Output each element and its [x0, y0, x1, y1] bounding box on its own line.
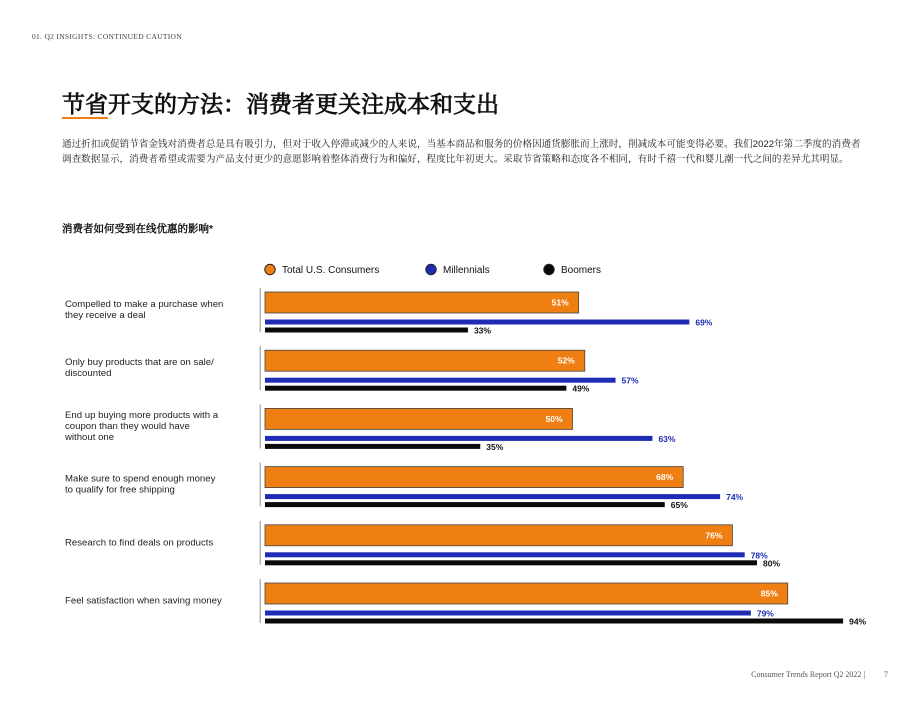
bar-total-u-s-consumers [265, 408, 573, 429]
category-label: Make sure to spend enough money [65, 473, 216, 485]
bar-total-u-s-consumers [265, 292, 579, 313]
data-label-boomers: 94% [849, 616, 867, 627]
title-underline [62, 117, 108, 119]
bar-chart [0, 250, 920, 640]
legend-swatch-boomers [544, 264, 554, 274]
data-label-millennials: 57% [621, 375, 639, 386]
intro-paragraph: 通过折扣或促销节省金钱对消费者总是具有吸引力，但对于收入停滞或减少的人来说，当基本商品和服务的价格因通货膨胀而上涨时，削减成本可能变得必要。我们2022年第二季度的消费者调查数据显示，消费者希望或需要为产品支付更少的意愿影响着整体消费行为和偏好，程度比年初更大。采取节省策略和态度各不相同，有时千禧一代和婴儿潮一代之间的差异尤其明显。 [62, 139, 861, 165]
bar-boomers [265, 328, 468, 333]
bar-boomers [265, 560, 757, 565]
bar-total-u-s-consumers [265, 350, 585, 371]
category-separator [260, 346, 262, 390]
bar-boomers [265, 502, 665, 507]
category-label: Only buy products that are on sale/ [65, 357, 214, 369]
bar-total-u-s-consumers [265, 583, 788, 604]
bar-millennials [265, 611, 751, 616]
data-label-total-u-s-consumers: 76% [705, 530, 723, 541]
legend-label-millennials: Millennials [443, 265, 490, 276]
category-separator [260, 288, 262, 332]
bar-millennials [265, 436, 652, 441]
data-label-millennials: 69% [695, 317, 713, 328]
page-title: 节省开支的方法：消费者更关注成本和支出 [62, 91, 499, 117]
bar-boomers [265, 444, 480, 449]
bar-total-u-s-consumers [265, 525, 732, 546]
category-separator [260, 521, 262, 565]
legend-label-total-u-s-consumers: Total U.S. Consumers [282, 265, 380, 276]
data-label-total-u-s-consumers: 68% [656, 472, 674, 483]
data-label-total-u-s-consumers: 50% [545, 413, 563, 424]
category-label: Compelled to make a purchase when [65, 299, 224, 310]
data-label-total-u-s-consumers: 85% [760, 588, 778, 599]
data-label-boomers: 80% [763, 558, 781, 569]
bar-boomers [265, 619, 843, 624]
data-label-millennials: 78% [750, 550, 768, 561]
data-label-millennials: 74% [726, 492, 744, 503]
data-label-boomers: 65% [670, 500, 688, 511]
category-label: without one [65, 431, 115, 443]
bar-millennials [265, 320, 689, 325]
category-label: Research to find deals on products [65, 537, 214, 549]
category-label: discounted [65, 368, 112, 380]
data-label-millennials: 79% [756, 608, 774, 619]
category-separator [260, 404, 262, 448]
category-label: Feel satisfaction when saving money [65, 595, 222, 607]
section-label: 01. Q2 INSIGHTS: CONTINUED CAUTION [32, 32, 182, 41]
data-label-boomers: 35% [486, 441, 504, 452]
category-label: End up buying more products with a [65, 409, 219, 421]
bar-total-u-s-consumers [265, 467, 683, 488]
legend-label-boomers: Boomers [561, 265, 602, 276]
bar-boomers [265, 386, 566, 391]
bar-millennials [265, 494, 720, 499]
footer-page-number: 7 [884, 670, 888, 679]
chart-title: 消费者如何受到在线优惠的影响* [62, 223, 214, 235]
bar-millennials [265, 552, 745, 557]
category-label: they receive a deal [65, 310, 146, 321]
data-label-boomers: 49% [572, 383, 590, 394]
category-label: to qualify for free shipping [65, 484, 175, 496]
category-label: coupon than they would have [65, 420, 190, 432]
legend-swatch-total-u-s-consumers [265, 264, 275, 274]
data-label-millennials: 63% [658, 433, 676, 444]
data-label-total-u-s-consumers: 52% [557, 355, 575, 366]
category-separator [260, 579, 262, 623]
bar-millennials [265, 378, 616, 383]
legend-swatch-millennials [426, 264, 436, 274]
footer-report-name: Consumer Trends Report Q2 2022 | [751, 670, 865, 679]
category-separator [260, 463, 262, 507]
data-label-boomers: 33% [473, 325, 491, 336]
data-label-total-u-s-consumers: 51% [551, 297, 569, 308]
